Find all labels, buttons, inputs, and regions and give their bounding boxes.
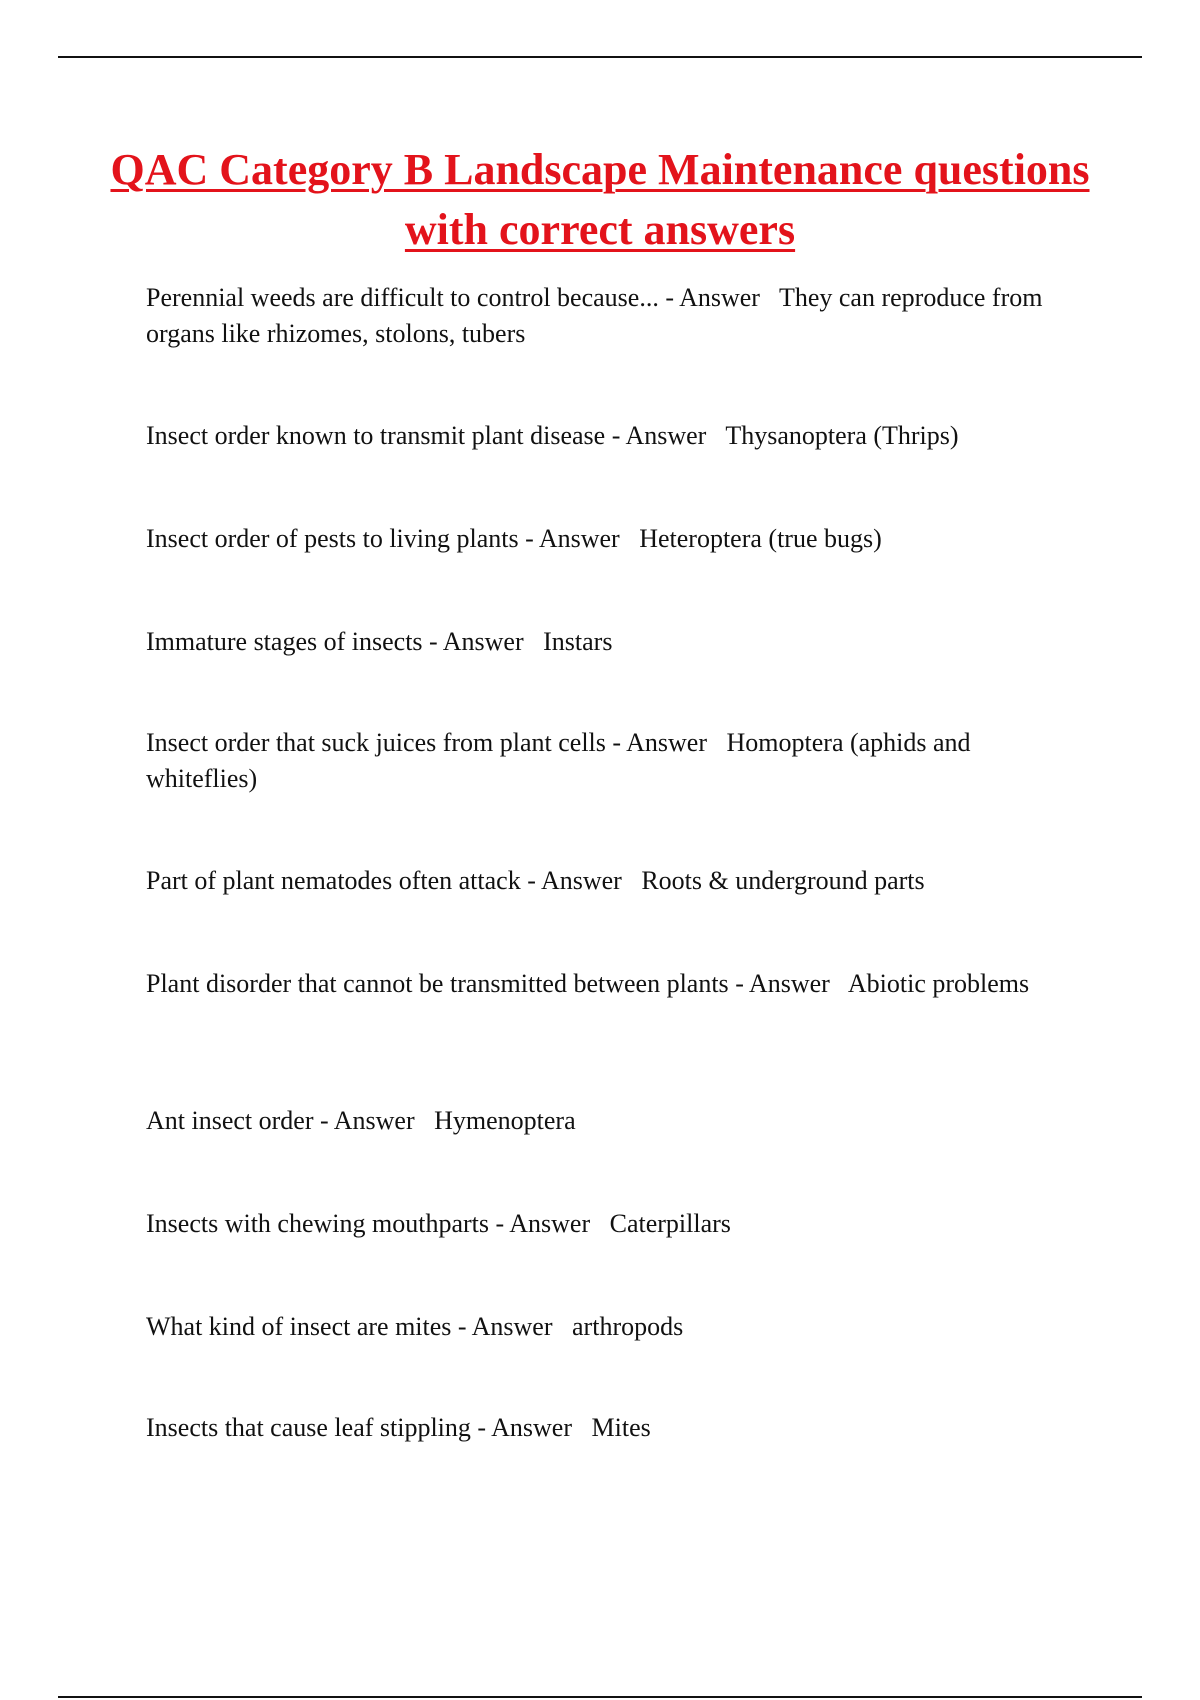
answer-text: Instars (543, 627, 613, 656)
separator: - (605, 421, 626, 450)
answer-label: Answer (625, 421, 707, 450)
answer-text: Caterpillars (609, 1209, 731, 1238)
question-text: Insect order that suck juices from plant cells (146, 728, 606, 757)
answer-label: Answer (748, 969, 830, 998)
qa-item (146, 966, 1066, 1002)
qa-item (146, 863, 1066, 899)
separator: - (451, 1312, 472, 1341)
qa-item (146, 624, 1066, 660)
question-text: Insect order of pests to living plants (146, 524, 519, 553)
qa-item (146, 521, 1066, 557)
separator: - (470, 1413, 492, 1442)
answer-text: Abiotic problems (847, 969, 1030, 998)
separator: - (520, 866, 541, 895)
separator: - (728, 969, 749, 998)
question-text: Immature stages of insects (146, 627, 423, 656)
question-text: Perennial weeds are difficult to control because... (146, 283, 659, 312)
answer-label: Answer (679, 283, 760, 312)
answer-text: Thysanoptera (Thrips) (725, 421, 959, 450)
answer-label: Answer (471, 1312, 553, 1341)
answer-label: Answer (442, 627, 524, 656)
answer-label: Answer (626, 728, 708, 757)
qa-item (146, 1206, 1066, 1242)
question-text: Insects with chewing mouthparts (146, 1209, 489, 1238)
question-text: Ant insect order (146, 1106, 314, 1135)
qa-item (146, 1410, 1066, 1446)
separator: - (518, 524, 539, 553)
separator: - (605, 728, 627, 757)
answer-text: Hymenoptera (434, 1106, 576, 1135)
separator: - (658, 283, 680, 312)
question-text: Insect order known to transmit plant disease (146, 421, 606, 450)
question-text: Part of plant nematodes often attack (146, 866, 521, 895)
qa-item (146, 280, 1066, 352)
question-text: What kind of insect are mites (146, 1312, 452, 1341)
answer-text: Homoptera (aphids and whiteflies) (146, 728, 971, 793)
answer-text: They can reproduce from organs like rhizomes, stolons, tubers (146, 283, 1043, 348)
separator: - (422, 627, 443, 656)
separator: - (313, 1106, 334, 1135)
qa-item (146, 418, 1066, 454)
qa-item (146, 725, 1066, 797)
bottom-rule (58, 1696, 1142, 1698)
answer-label: Answer (509, 1209, 591, 1238)
answer-text: arthropods (572, 1312, 684, 1341)
qa-item (146, 1103, 1066, 1139)
separator: - (489, 1209, 510, 1238)
answer-text: Roots & underground parts (641, 866, 925, 895)
answer-label: Answer (333, 1106, 415, 1135)
answer-text: Mites (591, 1413, 651, 1442)
question-text: Insects that cause leaf stippling (146, 1413, 471, 1442)
qa-item (146, 1309, 1066, 1345)
document-title: QAC Category B Landscape Maintenance questions with correct answers (110, 145, 1090, 254)
answer-label: Answer (538, 524, 620, 553)
answer-text: Heteroptera (true bugs) (639, 524, 882, 553)
answer-label: Answer (491, 1413, 573, 1442)
answer-label: Answer (540, 866, 622, 895)
top-rule (58, 56, 1142, 58)
question-text: Plant disorder that cannot be transmitted between plants (146, 969, 729, 998)
